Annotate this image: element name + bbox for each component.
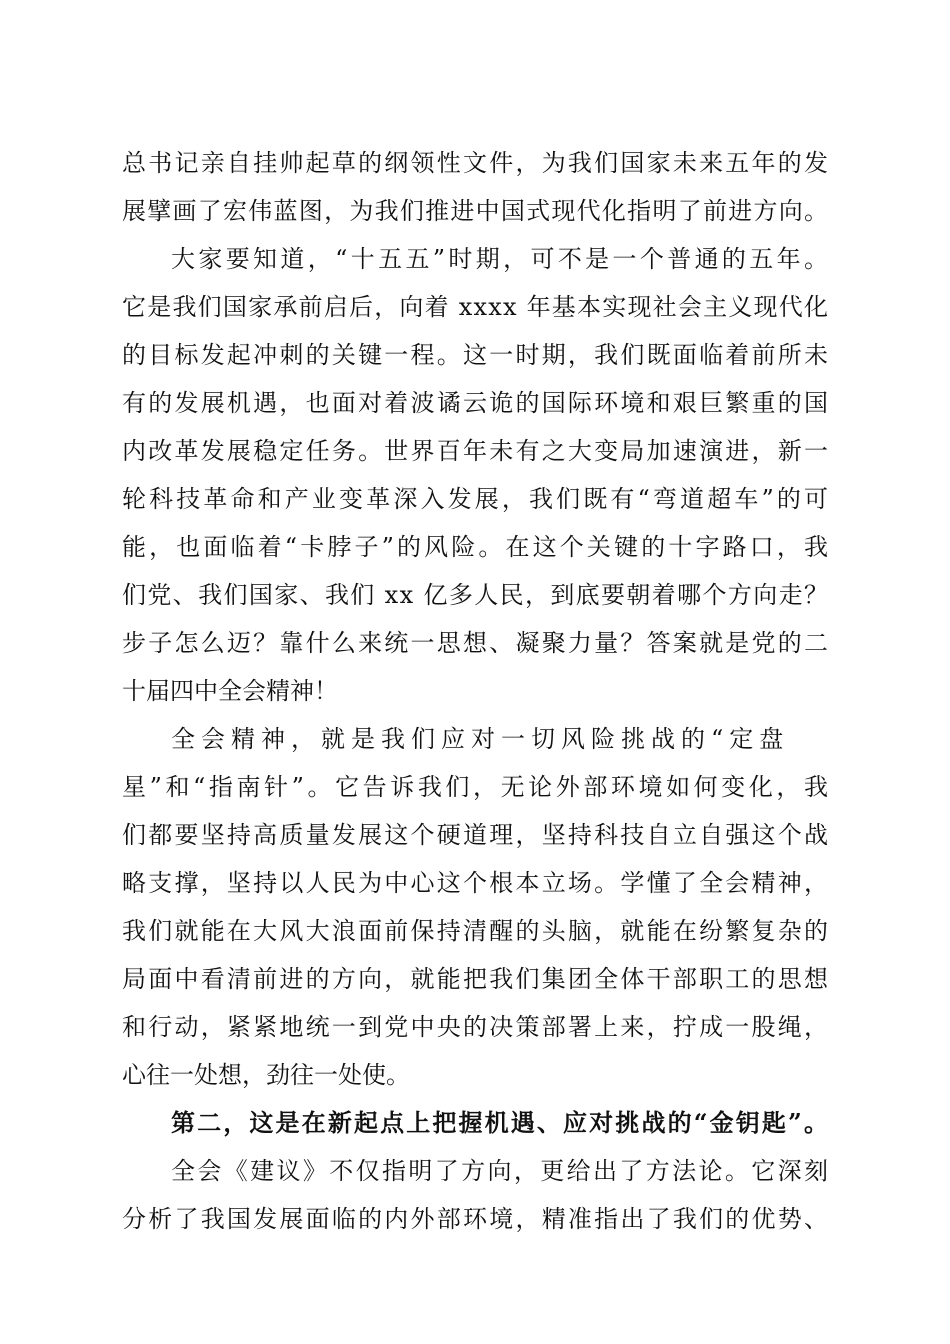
text-line-content: 它是我们国家承前启后，向着 xxxx 年基本实现社会主义现代化	[122, 293, 830, 321]
text-line-content: 局面中看清前进的方向，就能把我们集团全体干部职工的思想	[122, 965, 831, 993]
text-line-content: 心往一处想，劲往一处使。	[122, 1061, 410, 1089]
text-line-content: 略支撑，坚持以人民为中心这个根本立场。学懂了全会精神，	[122, 869, 831, 897]
text-line-content: 十届四中全会精神！	[122, 677, 338, 705]
text-line-content: 能，也面临着“卡脖子”的风险。在这个关键的十字路口，我	[122, 533, 832, 561]
section-heading-text: 第二，这是在新起点上把握机遇、应对挑战的“金钥匙”。	[171, 1108, 831, 1137]
text-line-content: 们党、我们国家、我们 xx 亿多人民，到底要朝着哪个方向走？	[122, 581, 830, 609]
text-line-content: 分析了我国发展面临的内外部环境，精准指出了我们的优势、	[122, 1205, 831, 1233]
text-line-content: 全会《建议》不仅指明了方向，更给出了方法论。它深刻	[171, 1157, 831, 1185]
text-line-content: 我们就能在大风大浪面前保持清醒的头脑，就能在纷繁复杂的	[122, 917, 831, 945]
text-line-content: 的目标发起冲刺的关键一程。这一时期，我们既面临着前所未	[122, 341, 831, 369]
text-line-content: 和行动，紧紧地统一到党中央的决策部署上来，拧成一股绳，	[122, 1013, 831, 1041]
text-line-content: 步子怎么迈？靠什么来统一思想、凝聚力量？答案就是党的二	[122, 629, 831, 657]
text-line-content: 轮科技革命和产业变革深入发展，我们既有“弯道超车”的可	[122, 485, 832, 513]
text-line-content: 有的发展机遇，也面对着波谲云诡的国际环境和艰巨繁重的国	[122, 389, 831, 417]
text-line-content: 总书记亲自挂帅起草的纲领性文件，为我们国家未来五年的发	[122, 149, 831, 177]
text-line-content: 全会精神，就是我们应对一切风险挑战的“定盘	[171, 725, 790, 753]
text-line-content: 展擘画了宏伟蓝图，为我们推进中国式现代化指明了前进方向。	[122, 197, 830, 225]
text-line-content: 内改革发展稳定任务。世界百年未有之大变局加速演进，新一	[122, 437, 831, 465]
text-line-content: 们都要坚持高质量发展这个硬道理，坚持科技自立自强这个战	[122, 821, 831, 849]
text-line-content: 大家要知道，“十五五”时期，可不是一个普通的五年。	[171, 245, 832, 273]
text-line-content: 星”和“指南针”。它告诉我们，无论外部环境如何变化，我	[122, 773, 832, 801]
